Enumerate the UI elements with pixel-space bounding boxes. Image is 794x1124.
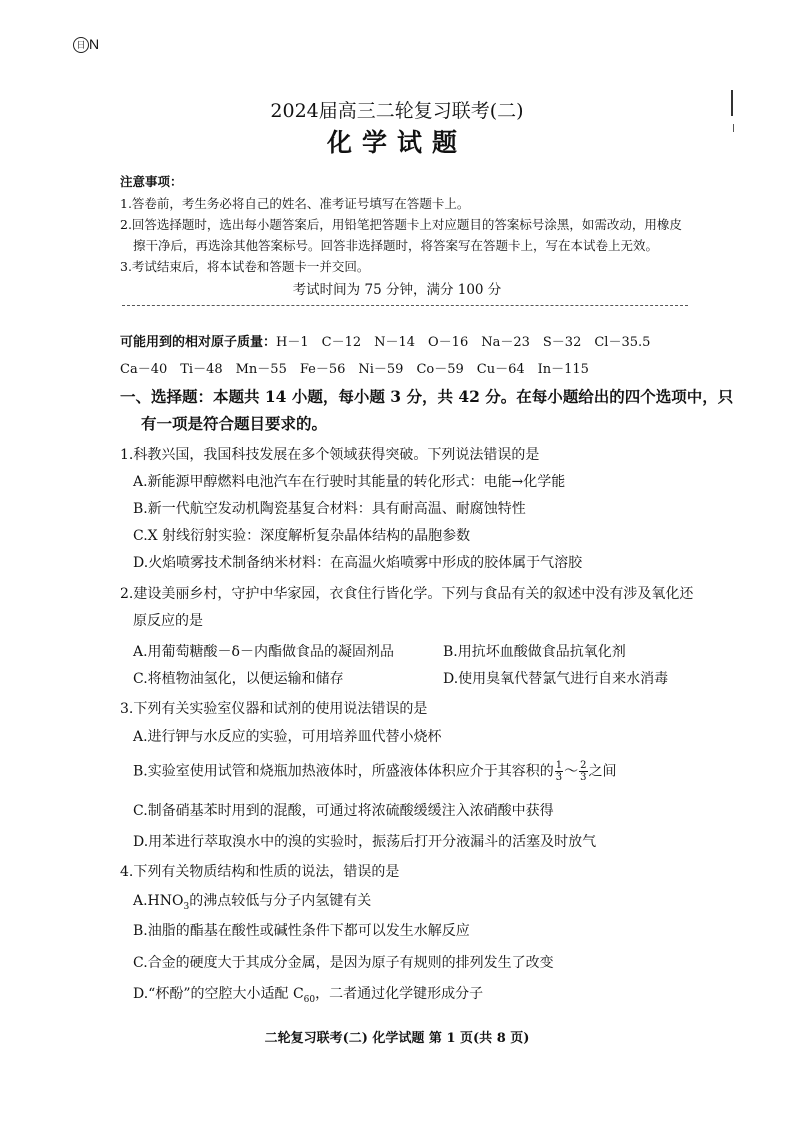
question-1-option-c: C.X 射线衍射实验：深度解析复杂晶体结构的晶胞参数 [133,528,471,544]
fraction-two-thirds: $\frac{2}{3}$ [580,760,587,783]
question-4-option-d: D.“杯酚”的空腔大小适配 $C_{60}$，二者通过化学键形成分子 [133,986,484,1005]
circled-mark-icon: 日 [73,37,89,53]
atomic-mass-line [120,331,650,350]
note-item: 2.回答选择题时，选出每小题答案后，用铅笔把答题卡上对应题目的答案标号涂黑，如需改动，用橡皮 [120,217,682,232]
question-3-option-b [133,760,617,783]
question-4-option-b: B.油脂的酯基在酸性或碱性条件下都可以发生水解反应 [133,923,470,939]
question-1-stem: 1.科教兴国，我国科技发展在多个领域获得突破。下列说法错误的是 [120,447,540,463]
question-4-option-c: C.合金的硬度大于其成分金属，是因为原子有规则的排列发生了改变 [133,955,554,971]
page-footer: 二轮复习联考(二) 化学试题 第 1 页(共 8 页) [264,1031,530,1046]
question-3-option-a: A.进行钾与水反应的实验，可用培养皿代替小烧杯 [133,729,442,745]
question-2-option-b: B.用抗坏血酸做食品抗氧化剂 [443,644,626,660]
question-2-option-c: C.将植物油氢化，以便运输和储存 [133,671,344,687]
question-4-option-a: $A.HNO_3$的沸点较低与分子内氢键有关 [133,893,372,912]
note-item: 1.答卷前，考生务必将自己的姓名、准考证号填写在答题卡上。 [120,196,470,211]
question-3-option-c: C.制备硝基苯时用到的混酸，可通过将浓硫酸缓缓注入浓硝酸中获得 [133,803,554,819]
section-heading-cont: 有一项是符合题目要求的。 [141,414,328,433]
notes-title: 注意事项： [120,174,183,189]
subject-title: 化学试题 [326,128,467,157]
atomic-mass-values: H－1 C－12 N－14 O－16 Na－23 S－32 Cl－35.5 [276,335,651,350]
question-2-stem: 2.建设美丽乡村，守护中华家园，衣食住行皆化学。下列与食品有关的叙述中没有涉及氧化还 [120,586,694,602]
question-3-option-d: D.用苯进行萃取溴水中的溴的实验时，振荡后打开分液漏斗的活塞及时放气 [133,834,597,850]
question-4-stem: 4.下列有关物质结构和性质的说法，错误的是 [120,864,400,880]
note-item: 3.考试结束后，将本试卷和答题卡一并交回。 [120,259,370,274]
divider [122,305,688,306]
note-item: 擦干净后，再选涂其他答案标号。回答非选择题时，将答案写在答题卡上，写在本试卷上无效。 [133,238,659,253]
question-2-option-a: A.用葡萄糖酸－δ－内酯做食品的凝固剂品 [133,644,394,660]
tilde: ～ [564,763,579,780]
corner-letter: N [89,36,100,52]
question-2-stem-cont: 原反应的是 [133,613,203,629]
exam-series-title: 2024届高三二轮复习联考(二) [270,100,524,122]
question-3-option-b-text: B.实验室使用试管和烧瓶加热液体时，所盛液体体积应介于其容积的 [133,763,554,780]
exam-time-info: 考试时间为 75 分钟，满分 100 分 [292,282,502,298]
question-1-option-b: B.新一代航空发动机陶瓷基复合材料：具有耐高温、耐腐蚀特性 [133,501,526,517]
atomic-mass-label: 可能用到的相对原子质量： [120,335,277,350]
question-3-option-b-tail: 之间 [588,763,617,780]
fraction-one-third: $\frac{1}{3}$ [555,760,563,783]
corner-mark [73,36,99,53]
question-2-option-d: D.使用臭氧代替氯气进行自来水消毒 [443,671,669,687]
question-1-option-d: D.火焰喷雾技术制备纳米材料：在高温火焰喷雾中形成的胶体属于气溶胶 [133,555,583,571]
question-3-stem: 3.下列有关实验室仪器和试剂的使用说法错误的是 [120,701,428,717]
question-1-option-a: A.新能源甲醇燃料电池汽车在行驶时其能量的转化形式：电能→化学能 [133,474,566,490]
atomic-mass-values-2: Ca－40 Ti－48 Mn－55 Fe－56 Ni－59 Co－59 Cu－64 In－115 [120,362,589,377]
section-heading: 一、选择题：本题共 14 小题，每小题 3 分，共 42 分。在每小题给出的四个选项中，只 [120,387,734,406]
